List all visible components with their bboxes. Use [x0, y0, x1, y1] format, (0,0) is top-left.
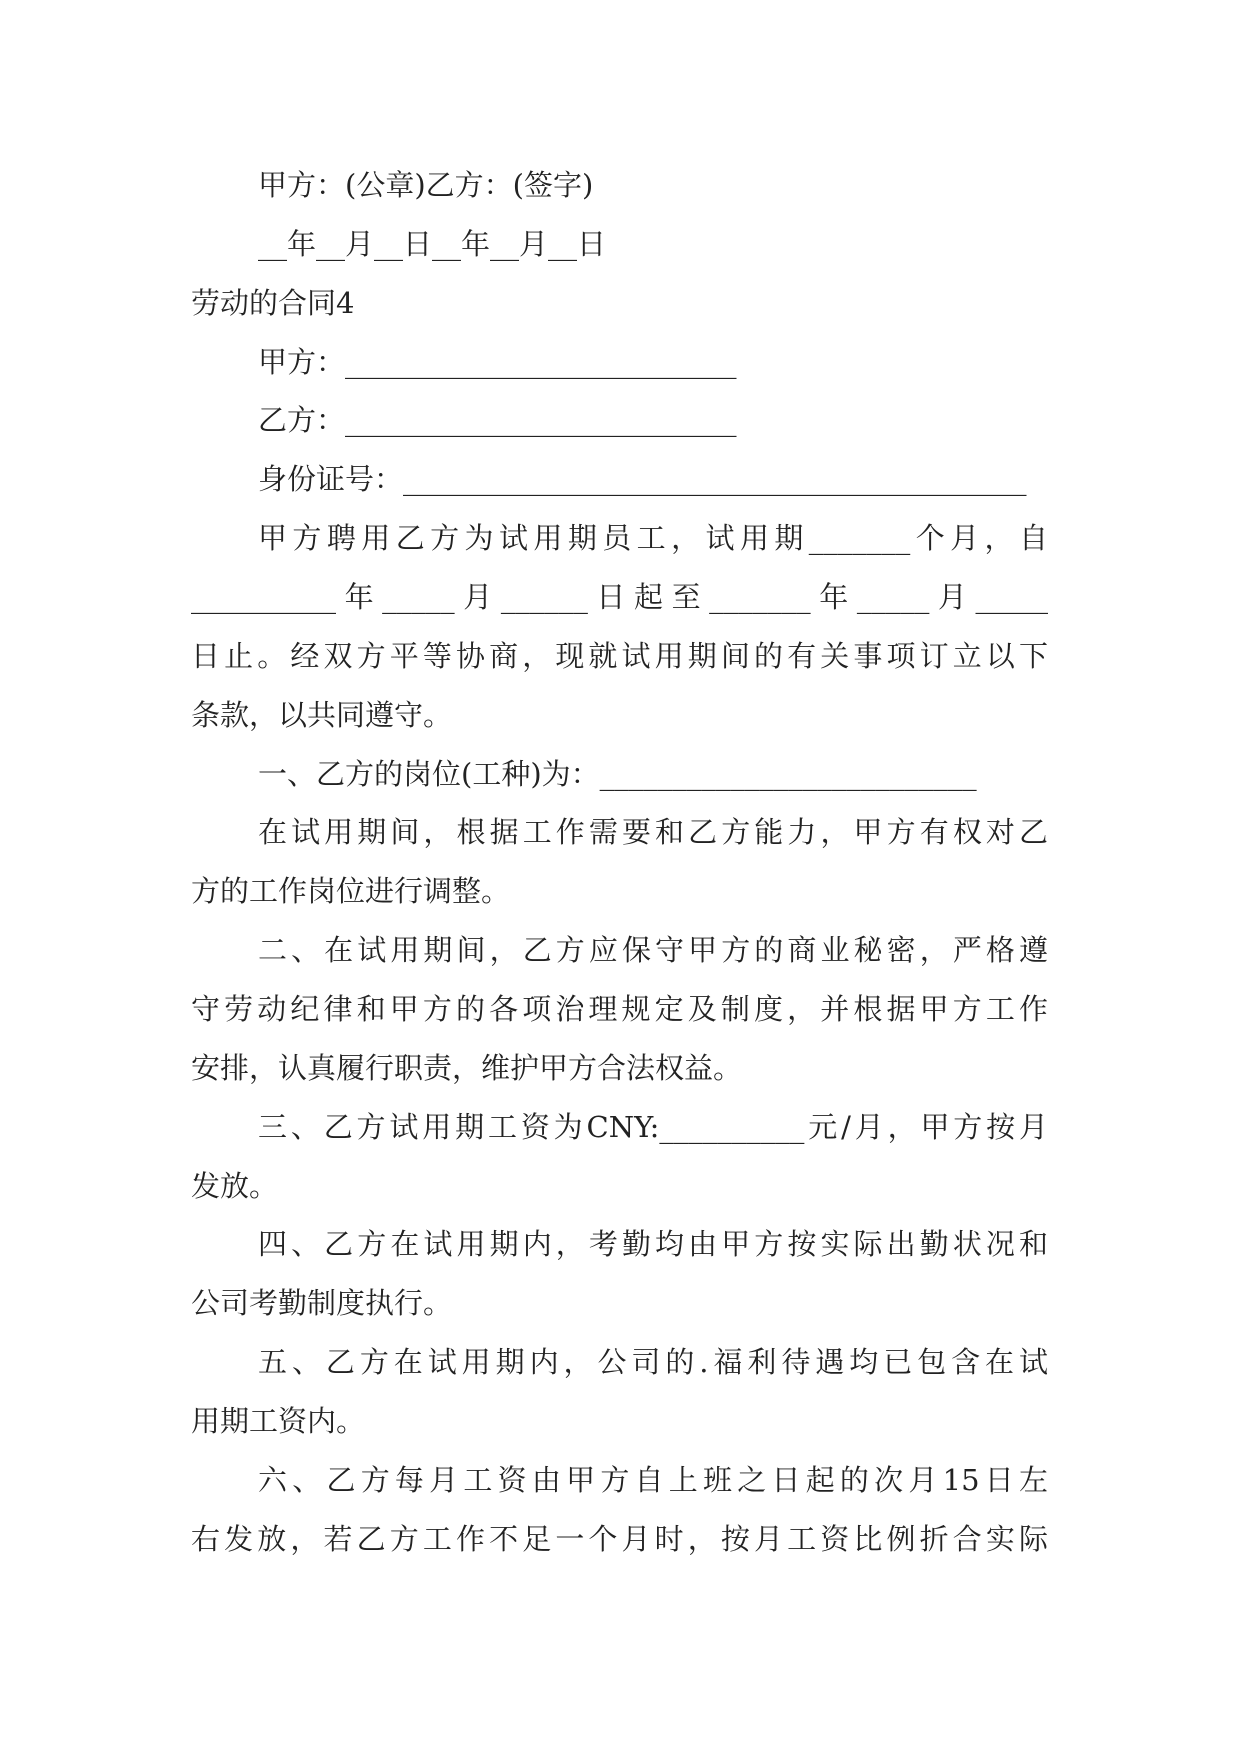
paragraph-line: 方的工作岗位进行调整。	[191, 874, 511, 908]
paragraph-line: 用期工资内。	[191, 1404, 366, 1438]
paragraph-line: 右发放，若乙方工作不足一个月时，按月工资比例折合实际	[191, 1522, 1048, 1556]
id-number-field: 身份证号：___________________________________________	[258, 462, 1027, 496]
party-b-field: 乙方：___________________________	[258, 403, 737, 437]
paragraph-line: __________年_____月______日起至_______年_____月_____	[191, 580, 1048, 614]
signature-parties-line: 甲方：(公章)乙方：(签字)	[258, 168, 594, 202]
clause-2-line: 二、在试用期间，乙方应保守甲方的商业秘密，严格遵	[258, 933, 1048, 967]
party-a-field: 甲方：___________________________	[258, 345, 737, 379]
paragraph-line: 公司考勤制度执行。	[191, 1286, 453, 1320]
paragraph-line: 日止。经双方平等协商，现就试用期间的有关事项订立以下	[191, 639, 1048, 673]
paragraph-line: 安排，认真履行职责，维护甲方合法权益。	[191, 1051, 743, 1085]
paragraph-line: 甲方聘用乙方为试用期员工，试用期_______个月，自	[258, 521, 1048, 555]
paragraph-line: 条款，以共同遵守。	[191, 698, 453, 732]
clause-1-line: 一、乙方的岗位(工种)为：__________________________	[258, 757, 977, 791]
section-title: 劳动的合同4	[191, 286, 355, 320]
clause-5-line: 五、乙方在试用期内，公司的.福利待遇均已包含在试	[258, 1345, 1048, 1379]
paragraph-line: 守劳动纪律和甲方的各项治理规定及制度，并根据甲方工作	[191, 992, 1048, 1026]
paragraph-line: 在试用期间，根据工作需要和乙方能力，甲方有权对乙	[258, 815, 1048, 849]
clause-3-line: 三、乙方试用期工资为CNY:__________元/月，甲方按月	[258, 1110, 1048, 1144]
clause-4-line: 四、乙方在试用期内，考勤均由甲方按实际出勤状况和	[258, 1227, 1048, 1261]
signature-date-line: __年__月__日__年__月__日	[258, 227, 607, 261]
clause-6-line: 六、乙方每月工资由甲方自上班之日起的次月15日左	[258, 1463, 1048, 1497]
paragraph-line: 发放。	[191, 1169, 279, 1203]
